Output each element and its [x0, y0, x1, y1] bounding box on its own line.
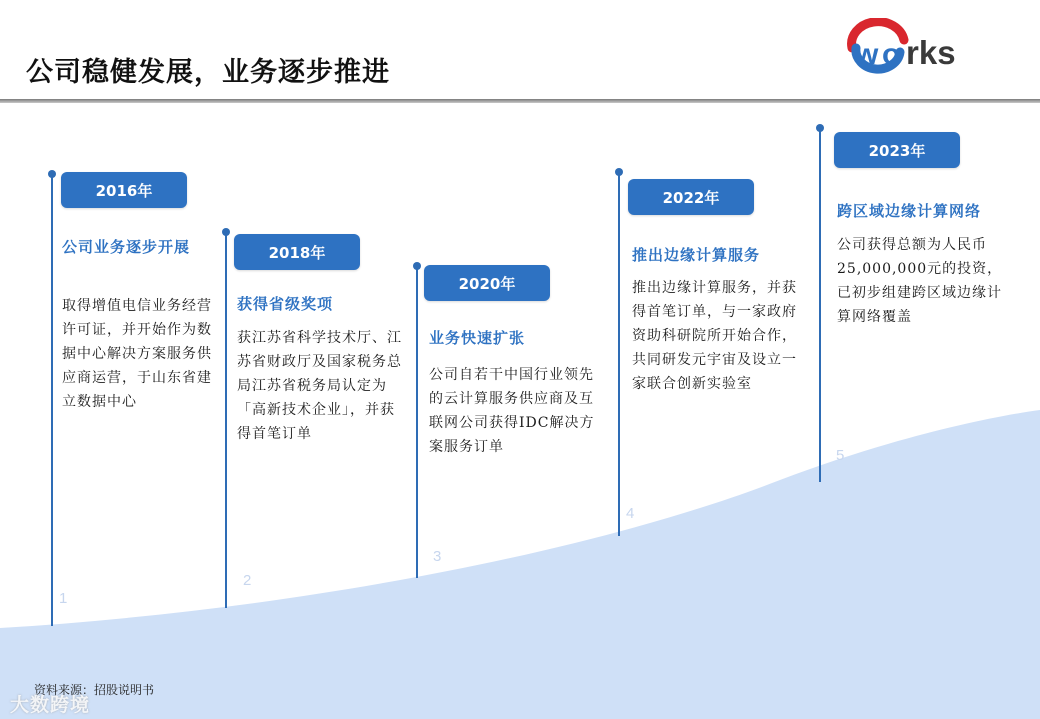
year-badge-2020: 2020年	[424, 265, 550, 301]
timeline-line-2	[225, 232, 227, 608]
step-body-4: 推出边缘计算服务，并获得首笔订单，与一家政府资助科研院所开始合作，共同研发元宇宙及设立一家联合创新实验室	[632, 280, 797, 392]
timeline-dot-1	[48, 170, 56, 178]
step-body-5: 公司获得总额为人民币25,000,000元的投资，已初步组建跨区域边缘计算网络覆盖	[837, 237, 1003, 325]
step-title-4: 推出边缘计算服务	[632, 246, 761, 264]
year-badge-2022: 2022年	[628, 179, 754, 215]
step-title-2: 获得省级奖项	[237, 295, 334, 313]
timeline-line-4	[618, 172, 620, 536]
timeline-dot-4	[615, 168, 623, 176]
year-badge-2018: 2018年	[234, 234, 360, 270]
year-badge-2023: 2023年	[834, 132, 960, 168]
title-divider	[0, 99, 1040, 103]
step-number-4: 4	[626, 505, 635, 522]
timeline-dot-2	[222, 228, 230, 236]
watermark: 大数跨境	[10, 694, 91, 716]
source-note: 资料来源：招股说明书	[34, 683, 155, 697]
svg-text:o: o	[882, 38, 901, 71]
year-badge-2016: 2016年	[61, 172, 187, 208]
timeline-line-1	[51, 174, 53, 626]
step-number-3: 3	[433, 548, 442, 565]
step-title-3: 业务快速扩张	[429, 329, 526, 347]
step-body-3: 公司自若干中国行业领先的云计算服务供应商及互联网公司获得IDC解决方案服务订单	[429, 367, 595, 455]
timeline-dot-5	[816, 124, 824, 132]
step-body-2: 获江苏省科学技术厅、江苏省财政厅及国家税务总局江苏省税务局认定为「高新技术企业」，并获得首笔订单	[237, 330, 402, 442]
step-number-5: 5	[836, 447, 845, 464]
step-title-1: 公司业务逐步开展	[62, 238, 191, 256]
step-number-2: 2	[243, 572, 252, 589]
step-number-1: 1	[59, 590, 68, 607]
timeline-line-5	[819, 128, 821, 482]
svg-text:w: w	[855, 38, 879, 71]
timeline-dot-3	[413, 262, 421, 270]
svg-text:rks: rks	[906, 34, 956, 71]
page-title: 公司稳健发展，业务逐步推进	[26, 57, 390, 88]
works-logo	[846, 18, 996, 80]
timeline-line-3	[416, 266, 418, 578]
step-body-1: 取得增值电信业务经营许可证，并开始作为数据中心解决方案服务供应商运营，于山东省建立数据中心	[62, 298, 212, 410]
step-title-5: 跨区域边缘计算网络	[837, 202, 982, 220]
